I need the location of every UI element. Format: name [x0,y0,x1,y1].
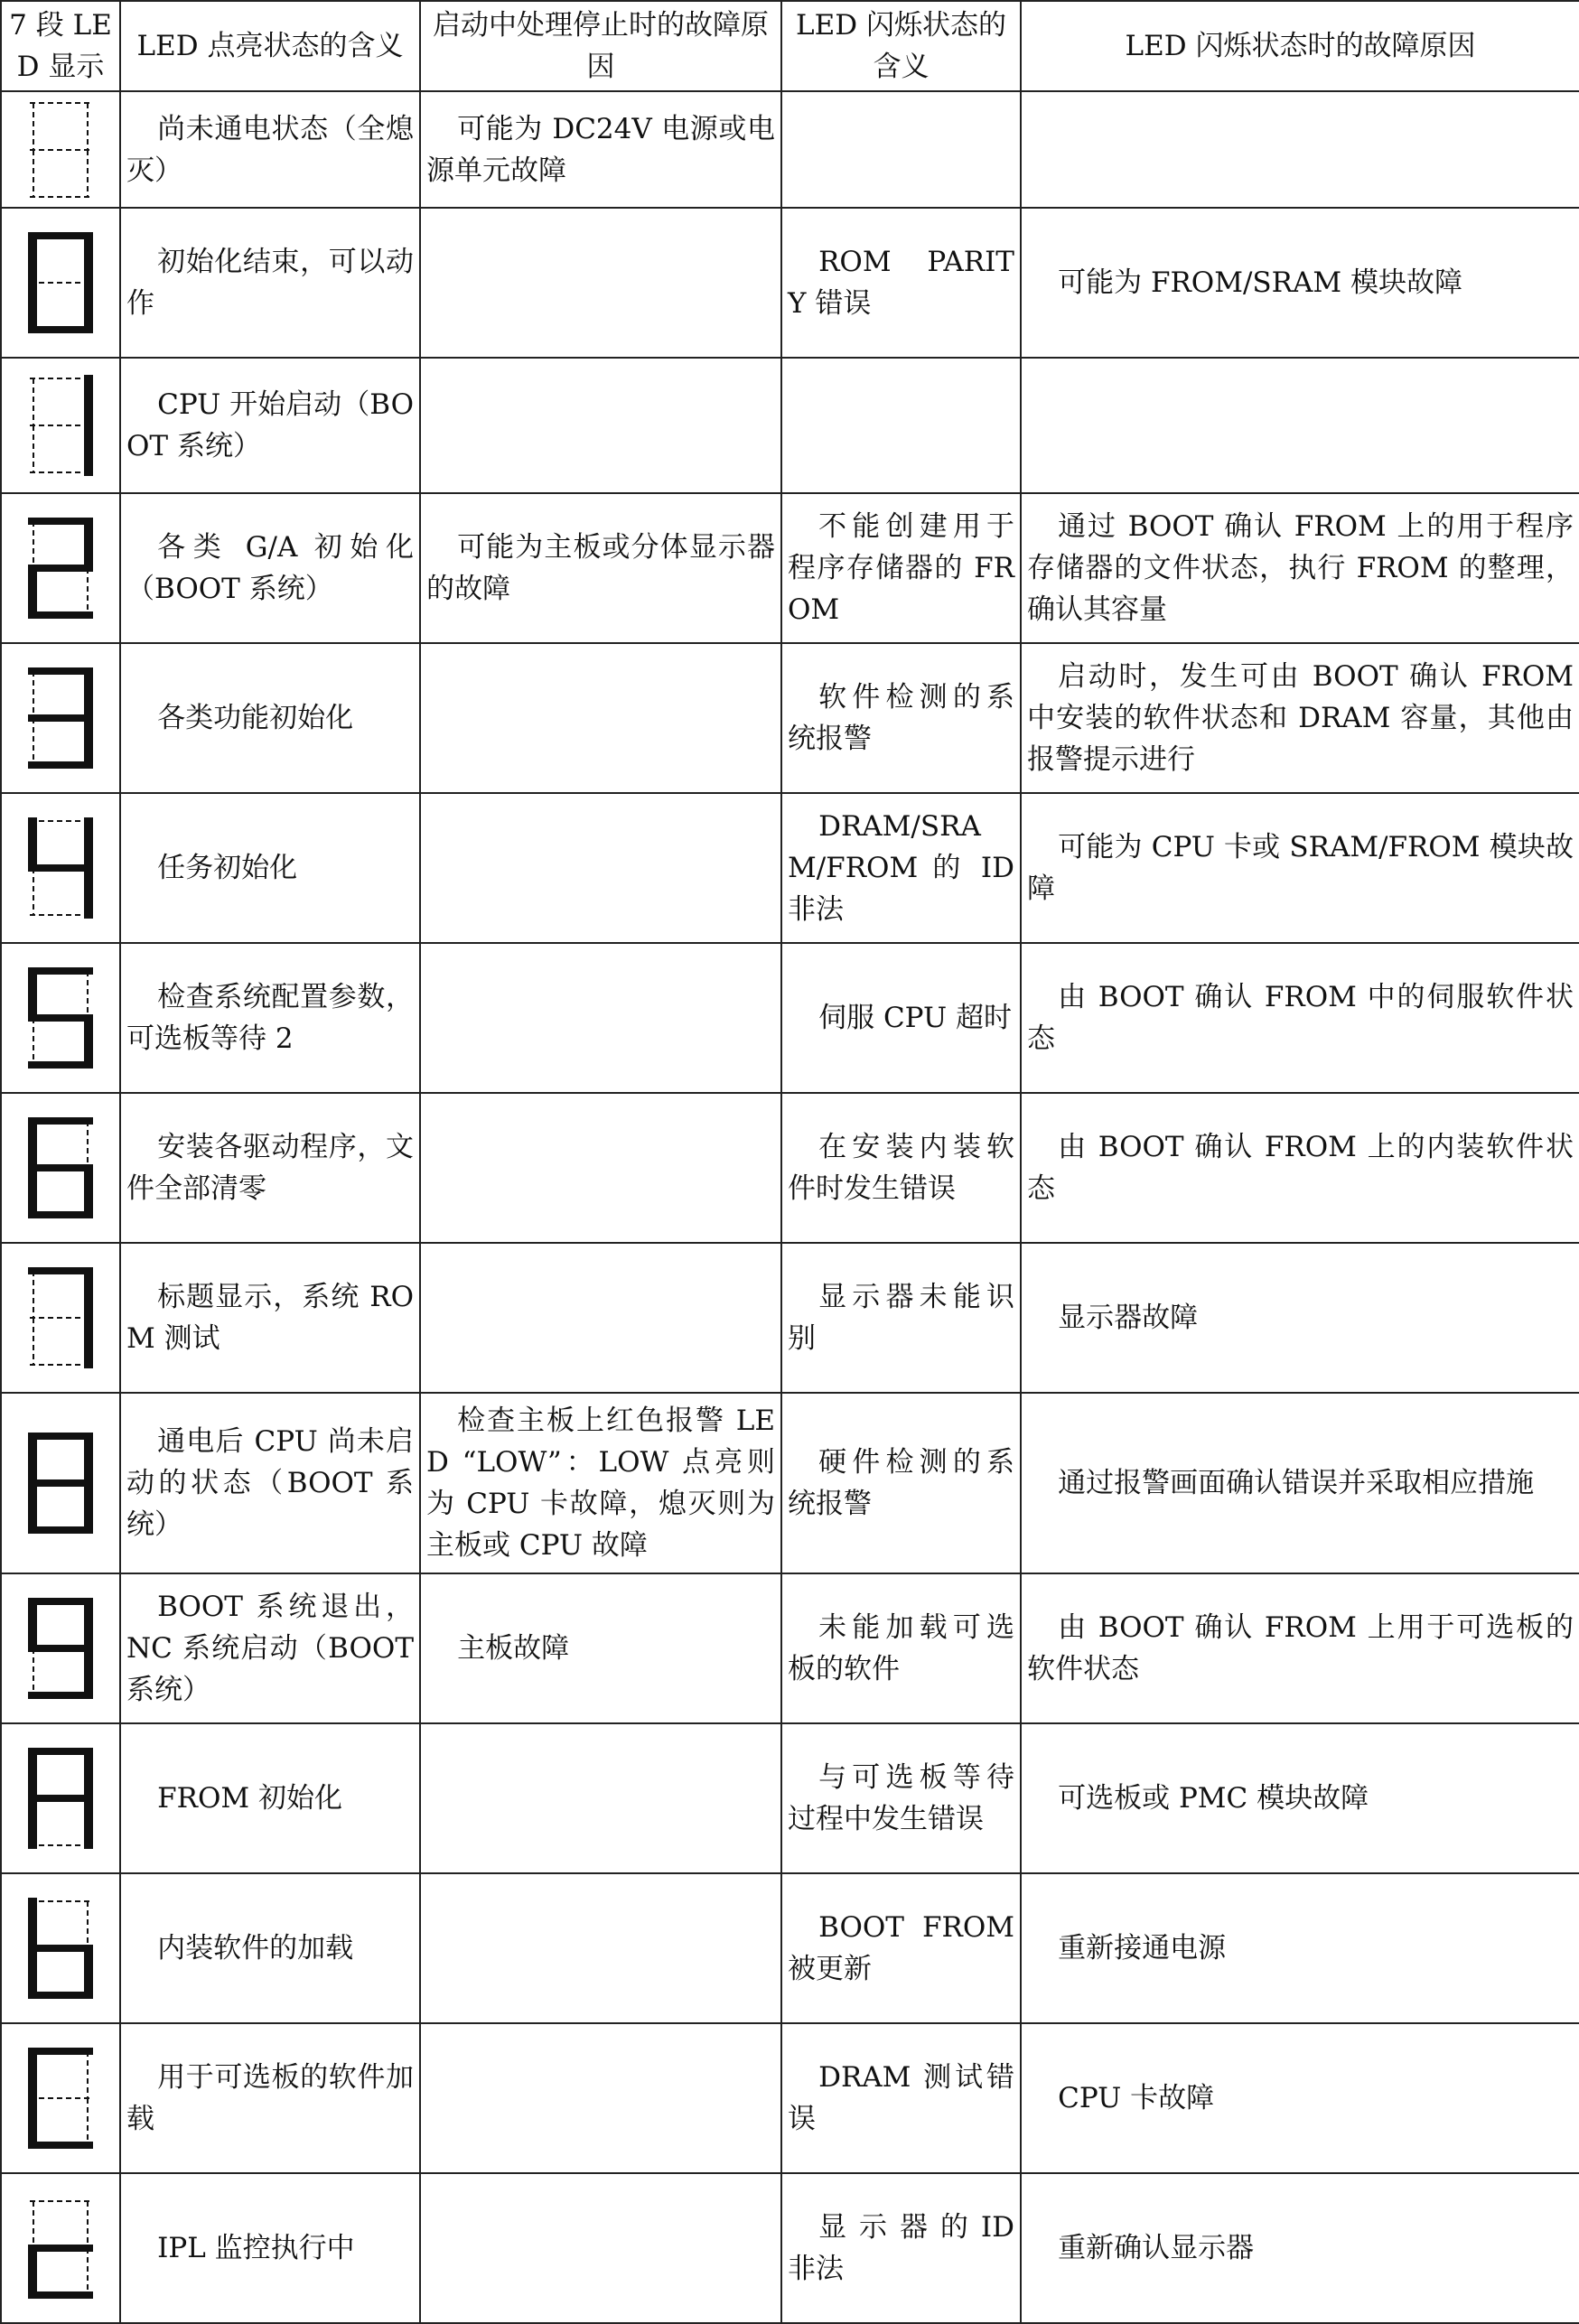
blink-cause-cell: 由 BOOT 确认 FROM 中的伺服软件状态 [1021,943,1579,1093]
seven-segment-digit [23,512,98,624]
blink-cause-cell: 重新接通电源 [1021,1873,1579,2023]
segment-f-lit [28,967,37,1022]
segment-a-lit [28,1433,93,1440]
segment-a-lit [28,232,93,239]
segment-c-lit [84,279,93,333]
seven-segment-display [1,1723,120,1873]
table-row [1,793,1579,943]
blink-meaning-cell: ROM PARITY 错误 [781,208,1021,358]
seven-segment-digit [23,812,98,924]
stop-cause-cell [420,2173,781,2323]
lit-meaning-cell: 各类 G/A 初始化（BOOT 系统） [120,493,420,643]
segment-g-lit [28,565,93,572]
seven-segment-display [1,358,120,493]
blink-meaning-cell: 硬件检测的系统报警 [781,1393,1021,1573]
table-row [1,2173,1579,2323]
segment-a-lit [28,2048,93,2055]
segment-e-lit [28,1945,37,1999]
table-row [1,1573,1579,1723]
stop-cause-cell [420,1093,781,1243]
blink-cause-cell: 由 BOOT 确认 FROM 上的内装软件状态 [1021,1093,1579,1243]
blink-meaning-cell: 与可选板等待过程中发生错误 [781,1723,1021,1873]
segment-e-lit [28,2095,37,2149]
stop-cause-cell: 检查主板上红色报警 LED “LOW”：LOW 点亮则为 CPU 卡故障，熄灭则为主板或 CPU 故障 [420,1393,781,1573]
blink-meaning-cell: DRAM/SRAM/FROM 的 ID 非法 [781,793,1021,943]
seven-segment-display [1,1243,120,1393]
seven-segment-digit [23,369,98,481]
seven-segment-digit [23,94,98,206]
lit-meaning-cell: 尚未通电状态（全熄灭） [120,91,420,208]
blink-cause-cell [1021,358,1579,493]
stop-cause-cell [420,943,781,1093]
segment-a-lit [28,1748,93,1755]
table-row [1,1723,1579,1873]
table-row [1,493,1579,643]
seven-segment-display [1,2023,120,2173]
segment-f-lit [28,1117,37,1171]
stop-cause-cell [420,1873,781,2023]
seven-segment-digit [23,1427,98,1539]
segment-g-lit [28,1479,93,1487]
seven-segment-digit [23,2042,98,2154]
table-row [1,943,1579,1093]
table-row [1,208,1579,358]
stop-cause-cell [420,358,781,493]
segment-a-lit [28,967,93,975]
segment-f-lit [28,1598,37,1652]
header-lit-meaning: LED 点亮状态的含义 [120,1,420,91]
segment-d-lit [28,1526,93,1534]
lit-meaning-cell: 检查系统配置参数，可选板等待 2 [120,943,420,1093]
segment-b-lit [84,375,93,429]
segment-f-lit [28,817,37,872]
lit-meaning-cell: 用于可选板的软件加载 [120,2023,420,2173]
blink-meaning-cell: 显 示 器 的 ID 非法 [781,2173,1021,2323]
blink-meaning-cell: 软件检测的系统报警 [781,643,1021,793]
stop-cause-cell [420,1723,781,1873]
seven-segment-display [1,1873,120,2023]
blink-meaning-cell: 在安装内装软件时发生错误 [781,1093,1021,1243]
blink-cause-cell: 可选板或 PMC 模块故障 [1021,1723,1579,1873]
seven-segment-display [1,1093,120,1243]
seven-segment-display [1,493,120,643]
table-body [1,91,1579,2323]
blink-cause-cell: CPU 卡故障 [1021,2023,1579,2173]
header-blink-meaning: LED 闪烁状态的含义 [781,1,1021,91]
segment-c-lit [84,1645,93,1699]
segment-g-lit [28,1945,93,1952]
blink-meaning-cell: 显示器未能识别 [781,1243,1021,1393]
segment-e-lit [28,2245,37,2299]
seven-segment-display [1,208,120,358]
blink-cause-cell: 可能为 CPU 卡或 SRAM/FROM 模块故障 [1021,793,1579,943]
seven-segment-digit [23,1112,98,1224]
seven-segment-display [1,1393,120,1573]
segment-b-lit [84,232,93,286]
stop-cause-cell: 可能为 DC24V 电源或电源单元故障 [420,91,781,208]
segment-d-lit [28,1061,93,1069]
stop-cause-cell: 主板故障 [420,1573,781,1723]
segment-g-lit [28,714,93,722]
segment-b-lit [84,518,93,572]
table-row [1,1093,1579,1243]
table-row [1,1393,1579,1573]
segment-d-lit [28,2142,93,2149]
segment-c-lit [84,1945,93,1999]
segment-d-lit [28,2291,93,2299]
seven-segment-display [1,2173,120,2323]
lit-meaning-cell: 通电后 CPU 尚未启动的状态（BOOT 系统） [120,1393,420,1573]
segment-g-lit [28,1795,93,1802]
blink-meaning-cell [781,91,1021,208]
segment-g-lit [28,1014,93,1022]
segment-d-lit [28,611,93,619]
seven-segment-digit [23,1262,98,1374]
segment-c-lit [84,1795,93,1849]
segment-c-lit [84,1479,93,1534]
segment-a-lit [28,1117,93,1125]
table-row [1,358,1579,493]
table-row [1,1243,1579,1393]
seven-segment-digit [23,1592,98,1704]
header-row [1,1,1579,91]
lit-meaning-cell: 任务初始化 [120,793,420,943]
segment-e-lit [28,1164,37,1218]
segment-b-lit [84,1267,93,1321]
stop-cause-cell [420,643,781,793]
segment-e-lit [28,565,37,619]
header-led-display: 7 段 LED 显示 [1,1,120,91]
lit-meaning-cell: 标题显示，系统 ROM 测试 [120,1243,420,1393]
segment-g-lit [28,864,93,872]
segment-d-lit [28,761,93,769]
segment-d-lit [28,1692,93,1699]
seven-segment-display [1,1573,120,1723]
segment-a-lit [28,667,93,675]
segment-b-lit [84,667,93,722]
blink-cause-cell: 通过报警画面确认错误并采取相应措施 [1021,1393,1579,1573]
segment-e-lit [28,1795,37,1849]
table-row [1,1873,1579,2023]
blink-meaning-cell: 未能加载可选板的软件 [781,1573,1021,1723]
seven-segment-display [1,91,120,208]
blink-cause-cell: 通过 BOOT 确认 FROM 上的用于程序存储器的文件状态，执行 FROM 的整理，确认其容量 [1021,493,1579,643]
segment-c-lit [84,1164,93,1218]
segment-e-lit [28,1479,37,1534]
seven-segment-display [1,643,120,793]
seven-segment-digit [23,1892,98,2004]
seven-segment-digit [23,662,98,774]
seven-segment-digit [23,1742,98,1854]
blink-cause-cell: 由 BOOT 确认 FROM 上用于可选板的软件状态 [1021,1573,1579,1723]
seven-segment-display [1,943,120,1093]
segment-g-lit [28,1164,93,1171]
segment-c-lit [84,1314,93,1368]
segment-e-lit [28,279,37,333]
segment-b-lit [84,1598,93,1652]
lit-meaning-cell: 安装各驱动程序，文件全部清零 [120,1093,420,1243]
blink-cause-cell: 显示器故障 [1021,1243,1579,1393]
header-stop-cause: 启动中处理停止时的故障原因 [420,1,781,91]
blink-meaning-cell: BOOT FROM 被更新 [781,1873,1021,2023]
segment-c-lit [84,714,93,769]
lit-meaning-cell: FROM 初始化 [120,1723,420,1873]
stop-cause-cell [420,793,781,943]
segment-g-lit [28,2245,93,2252]
segment-a-lit [28,1598,93,1605]
lit-meaning-cell: BOOT 系统退出，NC 系统启动（BOOT 系统） [120,1573,420,1723]
stop-cause-cell [420,1243,781,1393]
table-row [1,91,1579,208]
header-blink-cause: LED 闪烁状态时的故障原因 [1021,1,1579,91]
segment-a-lit [28,518,93,525]
lit-meaning-cell: 各类功能初始化 [120,643,420,793]
segment-a-lit [28,1267,93,1274]
segment-g-lit [28,1645,93,1652]
lit-meaning-cell: 初始化结束，可以动作 [120,208,420,358]
seven-segment-digit [23,2192,98,2304]
segment-c-lit [84,1014,93,1069]
segment-f-lit [28,1898,37,1952]
lit-meaning-cell: CPU 开始启动（BOOT 系统） [120,358,420,493]
segment-f-lit [28,1748,37,1802]
stop-cause-cell [420,208,781,358]
segment-d-lit [28,1992,93,1999]
stop-cause-cell [420,2023,781,2173]
segment-f-lit [28,232,37,286]
stop-cause-cell: 可能为主板或分体显示器的故障 [420,493,781,643]
table-row [1,2023,1579,2173]
segment-c-lit [84,864,93,919]
seven-segment-digit [23,227,98,339]
segment-b-lit [84,1748,93,1802]
segment-b-lit [84,1433,93,1487]
blink-cause-cell: 可能为 FROM/SRAM 模块故障 [1021,208,1579,358]
lit-meaning-cell: IPL 监控执行中 [120,2173,420,2323]
blink-cause-cell: 启动时，发生可由 BOOT 确认 FROM 中安装的软件状态和 DRAM 容量，其他由报警提示进行 [1021,643,1579,793]
blink-meaning-cell: 伺服 CPU 超时 [781,943,1021,1093]
segment-d-lit [28,1211,93,1218]
segment-b-lit [84,817,93,872]
seven-segment-display [1,793,120,943]
segment-c-lit [84,422,93,476]
segment-d-lit [28,326,93,333]
table-row [1,643,1579,793]
segment-f-lit [28,1433,37,1487]
blink-meaning-cell: DRAM 测试错误 [781,2023,1021,2173]
seven-segment-digit [23,962,98,1074]
blink-meaning-cell: 不能创建用于程序存储器的 FROM [781,493,1021,643]
segment-f-lit [28,2048,37,2102]
blink-cause-cell: 重新确认显示器 [1021,2173,1579,2323]
blink-meaning-cell [781,358,1021,493]
blink-cause-cell [1021,91,1579,208]
lit-meaning-cell: 内装软件的加载 [120,1873,420,2023]
